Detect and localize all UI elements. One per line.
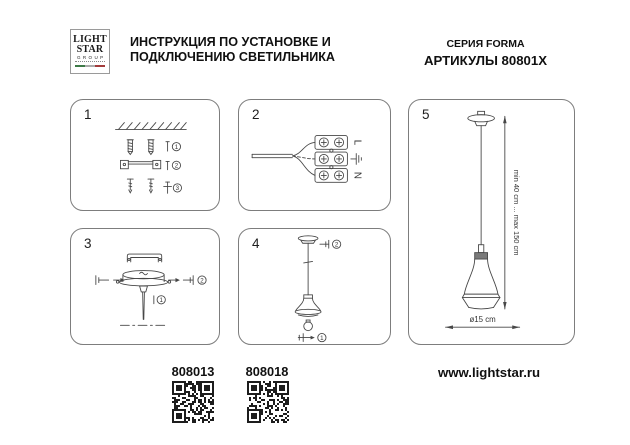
canopy-diagram bbox=[71, 229, 219, 344]
light-bulb bbox=[304, 320, 313, 331]
step-mark-bracket bbox=[166, 161, 181, 170]
screws bbox=[127, 179, 154, 193]
step-number-2: 2 bbox=[252, 107, 260, 122]
step-panel-2 bbox=[238, 99, 391, 211]
height-dimension bbox=[503, 116, 521, 309]
series-label: СЕРИЯ FORMA bbox=[446, 38, 525, 50]
lightstar-logo bbox=[70, 29, 110, 74]
mark-1: 1 bbox=[320, 334, 324, 342]
arrow-right-icon bbox=[175, 278, 179, 282]
canopy-screw bbox=[320, 240, 329, 248]
suspension-rod bbox=[140, 286, 148, 319]
step-mark-canopy-2 bbox=[332, 240, 340, 248]
terminal-label-neutral: N bbox=[351, 171, 363, 179]
articles-label: АРТИКУЛЫ 80801X bbox=[423, 53, 548, 68]
wiring-diagram bbox=[239, 100, 390, 210]
flag-green-segment bbox=[75, 65, 85, 68]
article-code-808013: 808013 bbox=[171, 364, 215, 379]
assembly-diagram bbox=[239, 229, 390, 344]
qr-code-808018 bbox=[247, 381, 289, 423]
page-title bbox=[130, 35, 345, 64]
series-block bbox=[423, 38, 548, 68]
step-panel-3 bbox=[70, 228, 220, 345]
step-mark-screw-2 bbox=[198, 276, 206, 284]
mark-2: 2 bbox=[200, 277, 204, 285]
logo-star-text: STAR bbox=[76, 43, 104, 55]
step-panel-4 bbox=[238, 228, 391, 345]
pendant-shade bbox=[462, 253, 500, 309]
canopy bbox=[468, 111, 495, 125]
diameter-label: ø15 cm bbox=[469, 314, 496, 324]
side-screw-right bbox=[169, 276, 194, 285]
website-url: www.lightstar.ru bbox=[438, 365, 541, 380]
mounting-bracket bbox=[120, 160, 160, 168]
qr-code-808013 bbox=[172, 381, 214, 423]
supply-cable bbox=[252, 142, 315, 175]
ceiling-hatch bbox=[116, 123, 187, 130]
mark-2: 2 bbox=[174, 162, 179, 170]
italian-flag-stripe bbox=[75, 65, 105, 68]
article-code-808018: 808018 bbox=[245, 364, 289, 379]
step-panel-1 bbox=[70, 99, 220, 211]
pendant-dimension-diagram bbox=[409, 100, 574, 344]
step-mark-screw bbox=[164, 182, 182, 193]
canopy-top bbox=[298, 236, 318, 243]
terminal-block bbox=[315, 136, 347, 183]
diameter-dimension bbox=[446, 315, 520, 329]
wall-anchors bbox=[127, 140, 154, 155]
arrow-up-icon bbox=[311, 336, 315, 340]
bracket-above-canopy bbox=[127, 254, 161, 262]
flag-white-segment bbox=[85, 65, 95, 68]
step-panel-5 bbox=[408, 99, 575, 345]
height-range-label: min 40 cm ... max 150 cm bbox=[512, 169, 522, 256]
title-line-2: ПОДКЛЮЧЕНИЮ СВЕТИЛЬНИКА bbox=[130, 49, 336, 64]
step-number-5: 5 bbox=[422, 107, 430, 122]
step-number-4: 4 bbox=[252, 236, 260, 251]
step-mark-rod-1 bbox=[154, 296, 166, 304]
suspension-cable bbox=[304, 243, 313, 295]
ceiling-canopy bbox=[116, 271, 170, 286]
title-line-1: ИНСТРУКЦИЯ ПО УСТАНОВКЕ И bbox=[130, 35, 331, 49]
step-number-1: 1 bbox=[84, 107, 92, 122]
mark-3: 3 bbox=[175, 185, 180, 193]
terminal-label-live: L bbox=[351, 139, 363, 146]
mark-1: 1 bbox=[159, 297, 163, 305]
hardware-diagram bbox=[71, 100, 219, 210]
earth-ground-symbol bbox=[351, 154, 362, 165]
cable-sleeve bbox=[478, 245, 483, 253]
logo-light-text: LIGHT bbox=[73, 34, 107, 45]
logo-group-text: GROUP bbox=[77, 55, 106, 60]
bulb-screw bbox=[298, 334, 312, 342]
step-mark-bulb-1 bbox=[318, 333, 326, 341]
lamp-shade bbox=[295, 295, 321, 317]
step-number-3: 3 bbox=[84, 236, 92, 251]
flag-red-segment bbox=[95, 65, 105, 68]
step-mark-anchor bbox=[166, 142, 181, 151]
mark-2: 2 bbox=[334, 241, 339, 249]
mark-1: 1 bbox=[174, 143, 179, 151]
